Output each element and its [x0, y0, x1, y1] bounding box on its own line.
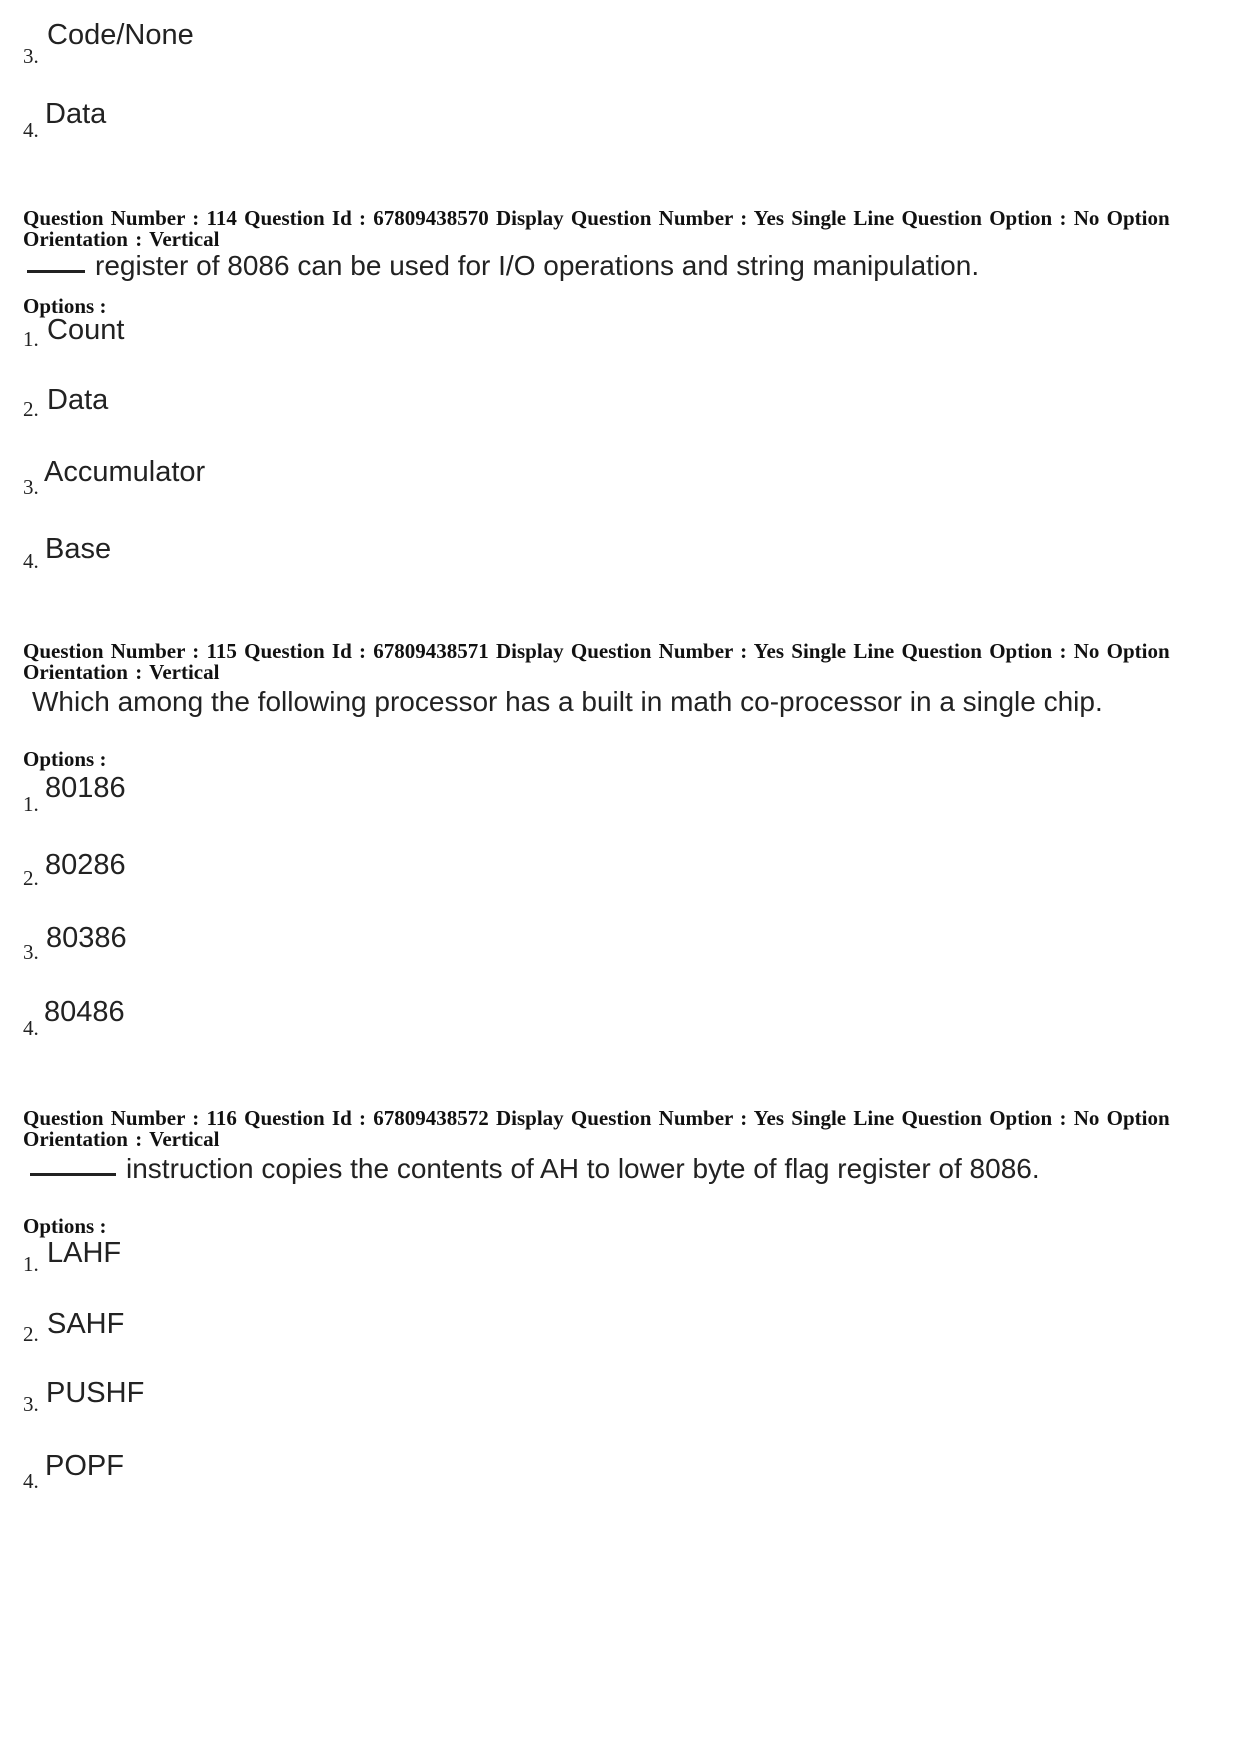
question-header-line: Question Number : 115 Question Id : 67809438571 Display Question Number : Yes Single Line Question Option : No Option	[23, 639, 1170, 663]
question-header	[23, 208, 1223, 250]
question-header	[23, 641, 1223, 683]
option-number: 2.	[23, 1322, 39, 1346]
option-number: 3.	[23, 475, 39, 499]
option-text: Data	[45, 98, 107, 130]
option-text: PUSHF	[46, 1377, 145, 1409]
option-number: 1.	[23, 792, 39, 816]
question-header-line: Orientation : Vertical	[23, 660, 220, 684]
option-text: Data	[47, 384, 109, 416]
question-header-line: Orientation : Vertical	[23, 227, 220, 251]
option-text: 80386	[46, 922, 127, 954]
option-text: 80286	[45, 849, 126, 881]
question-header-line: Orientation : Vertical	[23, 1127, 220, 1151]
question-text-content: register of 8086 can be used for I/O operations and string manipulation.	[95, 250, 980, 281]
question-header	[23, 1108, 1223, 1150]
option-text: Accumulator	[44, 456, 206, 488]
question-header-line: Question Number : 116 Question Id : 67809438572 Display Question Number : Yes Single Line Question Option : No Option	[23, 1106, 1170, 1130]
option-number: 4.	[23, 1469, 39, 1493]
option-number: 2.	[23, 397, 39, 421]
question-text: Which among the following processor has a built in math co-processor in a single chip.	[32, 686, 1103, 717]
option-number: 4.	[23, 549, 39, 573]
option-text: 80486	[44, 996, 125, 1028]
option-number: 1.	[23, 1252, 39, 1276]
option-text: Base	[45, 533, 112, 565]
options-label: Options :	[23, 294, 107, 318]
question-text	[27, 250, 979, 282]
option-text: POPF	[45, 1450, 124, 1482]
option-text: LAHF	[47, 1237, 122, 1269]
option-text: 80186	[45, 772, 126, 804]
option-number: 4.	[23, 118, 39, 142]
answer-blank	[30, 1171, 116, 1176]
option-text: Count	[47, 314, 125, 346]
options-label: Options :	[23, 747, 107, 771]
question-header-line: Question Number : 114 Question Id : 67809438570 Display Question Number : Yes Single Line Question Option : No Option	[23, 206, 1170, 230]
option-number: 3.	[23, 940, 39, 964]
option-number: 3.	[23, 44, 39, 68]
option-number: 2.	[23, 866, 39, 890]
question-text-content: instruction copies the contents of AH to lower byte of flag register of 8086.	[126, 1153, 1040, 1184]
options-label: Options :	[23, 1214, 107, 1238]
option-number: 3.	[23, 1392, 39, 1416]
option-text: SAHF	[47, 1308, 125, 1340]
question-text	[30, 1153, 1040, 1185]
option-text: Code/None	[47, 19, 194, 51]
answer-blank	[27, 268, 85, 273]
option-number: 1.	[23, 327, 39, 351]
option-number: 4.	[23, 1016, 39, 1040]
